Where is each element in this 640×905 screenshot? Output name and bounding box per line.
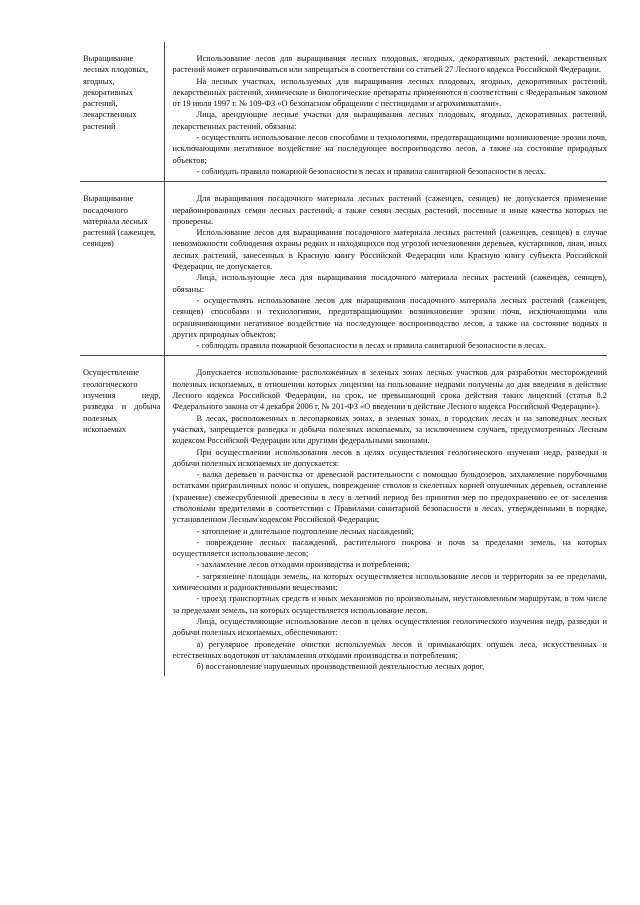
paragraph: - осуществлять использование лесов для выращивания посадочного материала лесных растений (саженцев, сеянцев) способами и технологиями, предотвращающими возникновение эрозии почв, исключающими или ограничивающими негативное воздействие на последующее воспроизводство лесов, а также на состояние водных и других природных объектов; [172, 295, 607, 339]
paragraph: - повреждение лесных насаждений, растительного покрова и почв за пределами земель, на которых осуществляется использование лесов; [172, 537, 607, 559]
paragraph: - валка деревьев и расчистка от древесной растительности с помощью бульдозеров, захламление порубочными остатками пригранличных полос и опушек, повреждение стволов и скелетных корней опушечных деревьев, оставление (хранение) свежесрубленной древесины в лесу в летний период без принятия мер по предохранению ее от заселения стволовыми вредителями в соответствии с Правилами санитарной безопасности в лесах, утвержденными в порядке, установленном Лесным кодексом Российской Федерации; [172, 470, 607, 525]
paragraph: - соблюдать правила пожарной безопасности в лесах и правила санитарной безопасности в лесах. [196, 341, 546, 351]
paragraph: Лица, осуществляющие использование лесов в целях осуществления геологического изучения недр, разведки и добычи полезных ископаемых, обеспечивают: [172, 616, 607, 638]
paragraph: При осуществлении использования лесов в целях осуществления геологического изучения недр, разведки и добычи полезных ископаемых не допускается: [172, 447, 607, 468]
paragraph: - соблюдать правила пожарной безопасности в лесах и правила санитарной безопасности в лесах. [196, 166, 546, 176]
paragraph: - проезд транспортных средств и иных механизмов по произвольным, неустановленным маршрутам, в том числе за пределами земель, на которых осуществляется использование лесов. [172, 594, 607, 615]
paragraph: На лесных участках, используемых для выращивания лесных плодовых, ягодных, декоративных растений, лекарственных растений, химические и биологические препараты применяются в соответствии с Федеральным законом от 19 июля 1997 г. № 109-ФЗ «О безопасном обращении с пестицидами и агрохимикатами». [172, 76, 607, 109]
table-row [80, 356, 607, 677]
row-label: Осуществление геологического изучения недр, разведка и добыча полезных ископаемых [80, 356, 164, 677]
row-text [164, 356, 607, 677]
paragraph: - затопление и длительное подтопление лесных насаждений; [196, 526, 414, 536]
paragraph: Лица, использующие леса для выращивания посадочного материала лесных растений (саженцев, сеянцев), обязаны: [172, 273, 607, 294]
paragraph: - захламление лесов отходами производства и потребления; [196, 560, 410, 570]
paragraph: Лица, арендующие лесные участки для выращивания лесных плодовых, ягодных, декоративных растений, лекарственных растений, обязаны: [172, 110, 607, 131]
paragraph: Для выращивания посадочного материала лесных растений (саженцев, сеянцев) не допускается применение нерайонированных семян лесных растений, а также семян лесных растений, посевные и иные качества которых не проверены. [172, 194, 607, 226]
paragraph: Использование лесов для выращивания лесных плодовых, ягодных, декоративных растений, лекарственных растений может ограничиваться или запрещаться в соответствии со статьей 27 Лесного кодекса Российской Федерации. [172, 54, 607, 75]
table-row [80, 182, 607, 356]
paragraph: б) восстановление нарушенных производственной деятельностью лесных дорог, [196, 662, 485, 672]
paragraph: - загрязнение площади земель, на которых осуществляется использование лесов и территории за ее пределами, химическими и радиоактивными веществами; [172, 571, 607, 593]
row-text [164, 42, 607, 182]
table-row [80, 42, 607, 182]
paragraph: Допускается использование расположенных в зеленых зонах лесных участков для разработки месторождений полезных ископаемых, в отношении которых лицензии на пользование недрами получены до дня введения в действие Лесного кодекса Российской Федерации, на срок, не превышающий срока действия таких лицензий (статья 8.2 Федерального закона от 4 декабря 2006 г. № 201-ФЗ «О введении в действие Лесного кодекса Российской Федерации»). [172, 368, 607, 412]
row-text [164, 182, 607, 356]
paragraph: а) регулярное проведение очистки используемых лесов и примыкающих опушек леса, искусственных и естественных водотоков от захламления отходами производства и потребления; [172, 639, 607, 660]
row-label: Выращивание лесных плодовых, ягодных, декоративных растений, лекарственных растений [80, 42, 164, 182]
paragraph: В лесах, расположенных в лесопарковых зонах, в зеленых зонах, в городских лесах и на заповедных лесных участках, запрещается разведка и добыча полезных ископаемых, за исключением случаев, предусмотренных Лесным кодексом Российской Федерации или другими федеральными законами. [172, 413, 607, 446]
paragraph: - осуществлять использование лесов способами и технологиями, предотвращающими возникновение эрозии почв, исключающими негативное воздействие на последующее воспроизводство лесов, а также на состояние природных объектов; [172, 133, 607, 165]
row-label: Выращивание посадочного материала лесных растений (саженцев, сеянцев) [80, 182, 164, 356]
paragraph: Использование лесов для выращивания посадочного материала лесных растений (саженцев, сеянцев) в случае невозможности соблюдения охраны редких и находящихся под угрозой исчезновения деревьев, кустарников, лиан, иных лесных растений, занесенных в Красную книгу Российской Федерации или Красную книгу субъекта Российской Федерации, не допускается. [172, 228, 607, 272]
forest-use-table [80, 42, 607, 676]
